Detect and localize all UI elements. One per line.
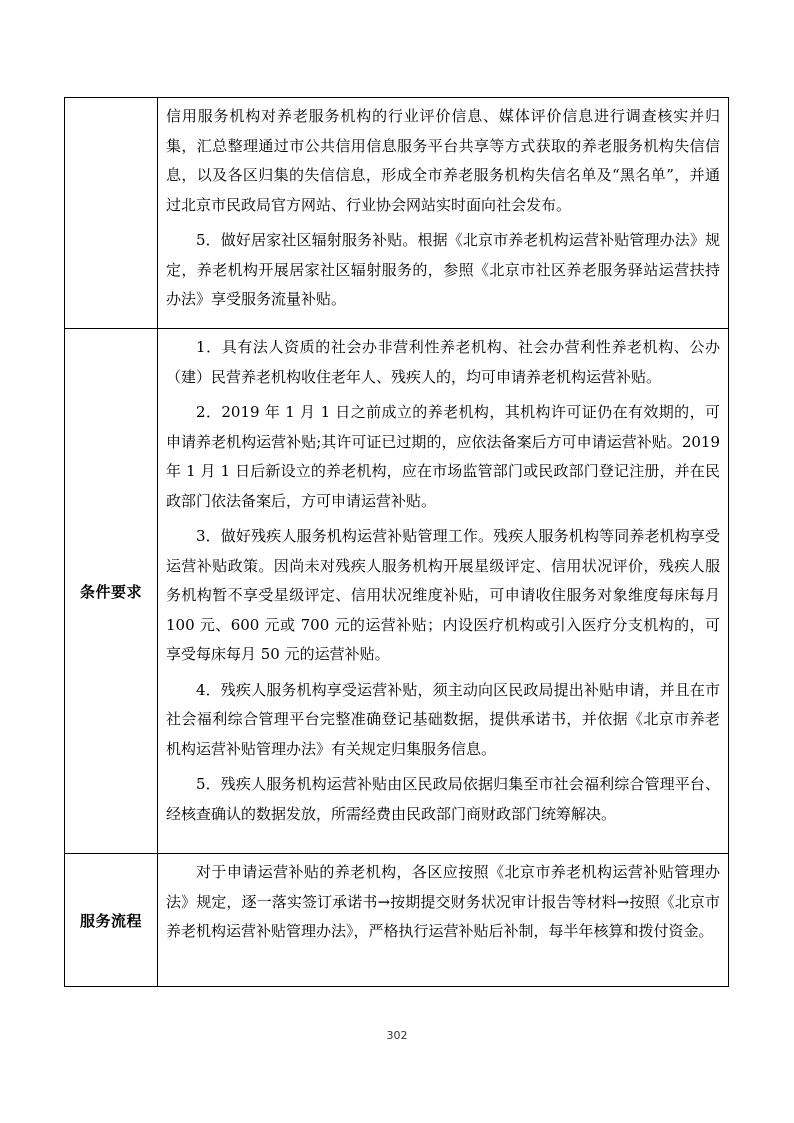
paragraph-condition-2: 2．2019 年 1 月 1 日之前成立的养老机构，其机构许可证仍在有效期的，可申请养老机构运营补贴;其许可证已过期的，应依法备案后方可申请运营补贴。2019 年 1 月 1 日后新设立的养老机构，应在市场监管部门或民政部门登记注册，并在民政部门依法备案后，方可申请运营补贴。 — [166, 403, 720, 510]
table-row-process — [65, 854, 729, 987]
paragraph-condition-3: 3．做好残疾人服务机构运营补贴管理工作。残疾人服务机构等同养老机构享受运营补贴政策。因尚未对残疾人服务机构开展星级评定、信用状况评价，残疾人服务机构暂不享受星级评定、信用状况维度补贴，可申请收住服务对象维度每床每月 100 元、600 元或 700 元的运营补贴；内设医疗机构或引入医疗分支机构的，可享受每床每月 50 元的运营补贴。 — [166, 527, 720, 663]
page-number: 302 — [386, 1029, 408, 1042]
paragraph-condition-1: 1．具有法人资质的社会办非营利性养老机构、社会办营利性养老机构、公办（建）民营养老机构收住老年人、残疾人的，均可申请养老机构运营补贴。 — [166, 338, 720, 386]
paragraph-item-5-home-service: 5．做好居家社区辐射服务补贴。根据《北京市养老机构运营补贴管理办法》规定，养老机构开展居家社区辐射服务的，参照《北京市社区养老服务驿站运营扶持办法》享受服务流量补贴。 — [166, 231, 720, 308]
row-label-process: 服务流程 — [65, 854, 158, 987]
row-content-conditions — [158, 329, 729, 854]
row-label-empty — [65, 98, 158, 329]
row-label-conditions: 条件要求 — [65, 329, 158, 854]
table-row-conditions — [65, 329, 729, 854]
row-content-process — [158, 854, 729, 987]
paragraph-credit-info: 信用服务机构对养老服务机构的行业评价信息、媒体评价信息进行调查核实并归集，汇总整理通过市公共信用信息服务平台共享等方式获取的养老服务机构失信信息，以及各区归集的失信信息，形成全市养老服务机构失信名单及“黑名单”，并通过北京市民政局官方网站、行业协会网站实时面向社会发布。 — [166, 107, 720, 214]
paragraph-process: 对于申请运营补贴的养老机构，各区应按照《北京市养老机构运营补贴管理办法》规定，逐一落实签订承诺书→按期提交财务状况审计报告等材料→按照《北京市养老机构运营补贴管理办法》，严格执行运营补贴后补制，每半年核算和拨付资金。 — [166, 863, 720, 940]
row-content-continued — [158, 98, 729, 329]
document-table — [64, 97, 729, 987]
paragraph-condition-4: 4．残疾人服务机构享受运营补贴，须主动向区民政局提出补贴申请，并且在市社会福利综合管理平台完整准确登记基础数据，提供承诺书，并依据《北京市养老机构运营补贴管理办法》有关规定归集服务信息。 — [166, 680, 720, 758]
table-row-continued — [65, 98, 729, 329]
paragraph-condition-5: 5．残疾人服务机构运营补贴由区民政局依据归集至市社会福利综合管理平台、经核查确认的数据发放，所需经费由民政部门商财政部门统筹解决。 — [166, 775, 720, 823]
